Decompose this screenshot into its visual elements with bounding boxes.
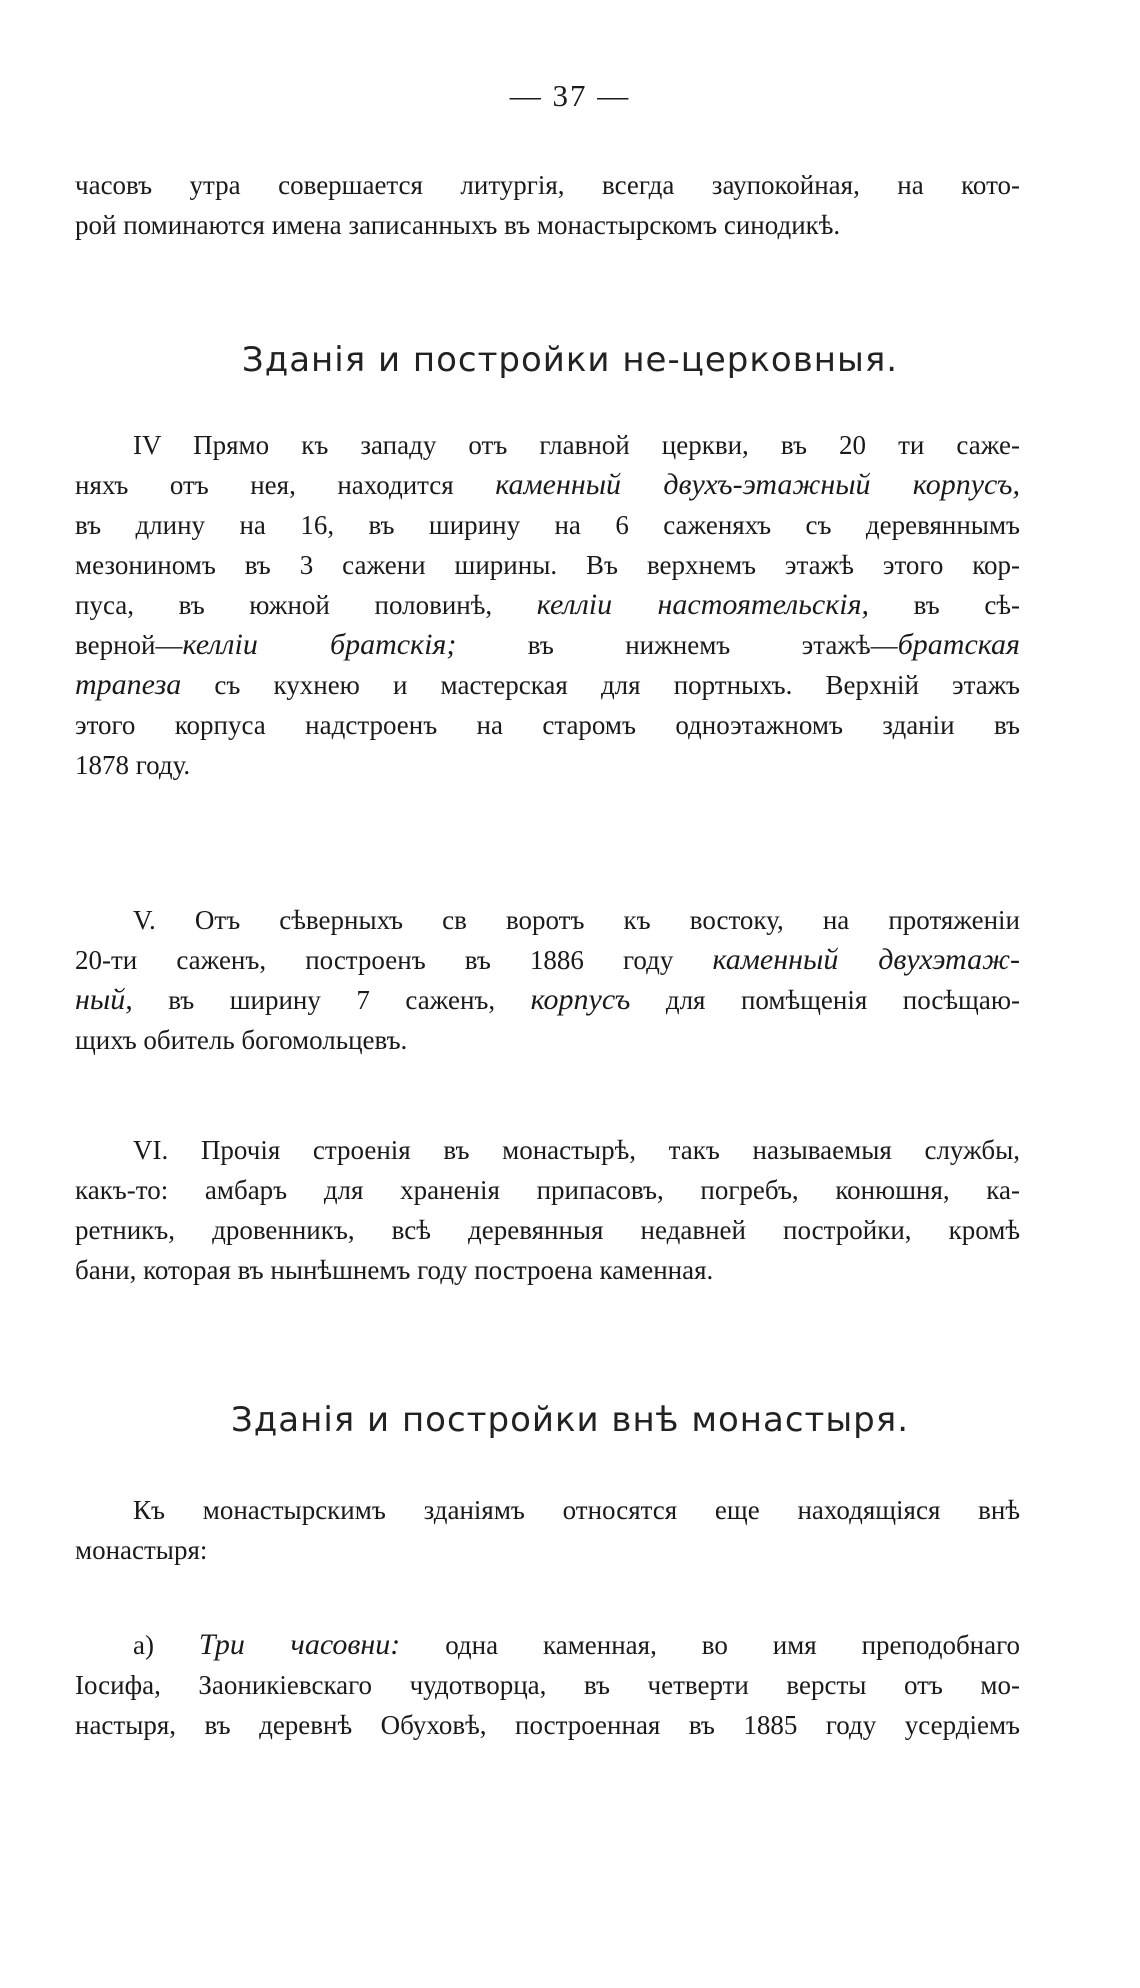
text-line: 1878 году. (75, 750, 191, 780)
italic-term: ный, (75, 983, 133, 1016)
page-number: — 37 — (509, 78, 631, 113)
text-line: этого корпуса надстроенъ на старомъ одноэтажномъ зданіи въ (75, 710, 1020, 740)
text-line: рой поминаются имена записанныхъ въ монастырскомъ синодикѣ. (75, 210, 841, 240)
text-line: настыря, въ деревнѣ Обуховѣ, построенная въ 1885 году усердіемъ (75, 1710, 1020, 1740)
paragraph-outside-intro (75, 1490, 1020, 1570)
text-line: а) Три часовни: одна каменная, во имя преподобнаго (133, 1628, 1021, 1661)
text-line: Іосифа, Заоникіевскаго чудотворца, въ четверти версты отъ мо- (75, 1670, 1020, 1700)
italic-term: Три часовни: (198, 1628, 401, 1661)
text-line: какъ-то: амбаръ для храненія припасовъ, погребъ, конюшня, ка- (75, 1175, 1020, 1205)
text-line: VI. Прочія строенія въ монастырѣ, такъ называемыя службы, (133, 1135, 1021, 1165)
paragraph-section-5 (75, 900, 1020, 1060)
text-line: монастыря: (75, 1535, 208, 1565)
text-line: щихъ обитель богомольцевъ. (75, 1025, 408, 1055)
text-line: IV Прямо къ западу отъ главной церкви, въ 20 ти саже- (133, 430, 1020, 460)
italic-term: трапеза (75, 668, 182, 701)
text-line: ретникъ, дровенникъ, всѣ деревянныя недавней постройки, кромѣ (75, 1215, 1020, 1245)
text-line: няхъ отъ нея, находится каменный двухъ-этажный корпусъ, (75, 468, 1020, 501)
text-line: V. Отъ сѣверныхъ св воротъ къ востоку, на протяженіи (133, 905, 1020, 935)
text-line: трапеза съ кухнею и мастерская для портныхъ. Верхній этажъ (75, 668, 1020, 701)
intro-paragraph (75, 165, 1020, 245)
italic-term: братская (897, 628, 1020, 661)
section-numeral: IV (133, 430, 162, 460)
section-heading-outside-buildings: Зданія и постройки внѣ монастыря. (230, 1400, 910, 1440)
text-line: часовъ утра совершается литургія, всегда заупокойная, на кото- (75, 170, 1020, 200)
text-line: 20-ти саженъ, построенъ въ 1886 году каменный двухэтаж- (75, 943, 1020, 976)
section-numeral: V. (133, 905, 156, 935)
italic-term: каменный двухъ-этажный корпусъ, (495, 468, 1020, 501)
text-line: мезониномъ въ 3 сажени ширины. Въ верхнемъ этажѣ этого кор- (75, 550, 1020, 580)
paragraph-section-6 (75, 1130, 1020, 1290)
text-line: пуса, въ южной половинѣ, келліи настоятельскія, въ сѣ- (75, 588, 1020, 621)
paragraph-chapels (75, 1625, 1020, 1745)
item-label: а) (133, 1630, 154, 1660)
text-line: Къ монастырскимъ зданіямъ относятся еще находящіяся внѣ (133, 1495, 1020, 1525)
italic-term: каменный двухэтаж- (712, 943, 1020, 976)
section-heading-non-church-buildings: Зданія и постройки не-церковныя. (241, 340, 899, 380)
italic-term: корпусъ (530, 983, 631, 1016)
text-line: бани, которая въ нынѣшнемъ году построена каменная. (75, 1255, 714, 1285)
section-numeral: VI. (133, 1135, 169, 1165)
italic-term: келліи настоятельскія, (536, 588, 870, 621)
text-line: верной—келліи братскія; въ нижнемъ этажѣ—братская (75, 628, 1020, 661)
paragraph-section-4 (75, 425, 1020, 785)
text-line: въ длину на 16, въ ширину на 6 саженяхъ съ деревяннымъ (75, 510, 1020, 540)
text-line: ный, въ ширину 7 саженъ, корпусъ для помѣщенія посѣщаю- (75, 983, 1020, 1016)
italic-term: келліи братскія; (182, 628, 457, 661)
